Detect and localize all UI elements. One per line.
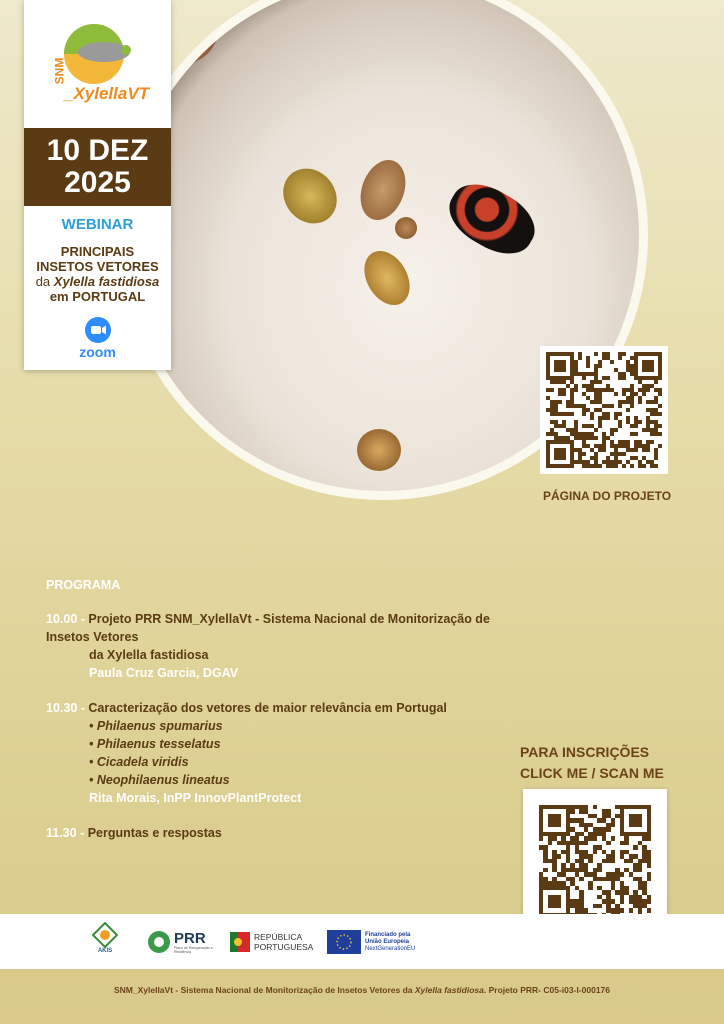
webinar-label: WEBINAR	[61, 216, 134, 233]
insect-green	[272, 158, 348, 235]
item-title-cont: da Xylella fastidiosa	[89, 648, 209, 662]
vector-bullet: • Neophilaenus lineatus	[89, 773, 230, 787]
event-date	[24, 128, 171, 206]
date-year: 2025	[64, 166, 131, 199]
program-item	[46, 824, 506, 842]
insect-yellow	[355, 243, 419, 313]
republica-line1: REPÚBLICA	[254, 932, 303, 942]
footer-credit	[0, 985, 724, 995]
republica-flag-icon	[230, 930, 250, 954]
registration-line1: PARA INSCRIÇÕES	[520, 744, 650, 760]
logo-name: _XylellaVT	[64, 84, 150, 103]
eu-logo	[327, 922, 415, 962]
prr-label: PRR	[174, 929, 206, 947]
topic-line2: INSETOS VETORES	[36, 259, 159, 274]
eu-flag-icon	[327, 930, 361, 954]
item-title: Caracterização dos vetores de maior relevância em Portugal	[88, 701, 447, 715]
eu-line2: União Europeia	[365, 938, 410, 945]
vector-bullet: • Cicadela viridis	[89, 755, 189, 769]
prr-sub: Plano de Recuperação e Resiliência	[174, 945, 213, 954]
footer-prefix: SNM_XylellaVt - Sistema Nacional de Monitorização de Insetos Vetores da	[113, 985, 415, 995]
footer-species: Xylella fastidiosa	[414, 985, 484, 995]
item-sep: -	[80, 612, 89, 626]
webinar-topic	[24, 244, 171, 304]
prr-icon	[147, 930, 171, 954]
qr-pattern	[539, 805, 651, 917]
project-qr-code[interactable]	[540, 346, 668, 474]
logo-snm: SNM	[52, 57, 67, 85]
project-page-caption: PÁGINA DO PROJETO	[543, 489, 672, 503]
program-item	[46, 610, 506, 646]
item-title: Projeto PRR SNM_XylellaVt - Sistema Nacional de Monitorização de Insetos Vetores	[46, 612, 490, 644]
insect-red-black	[439, 172, 545, 265]
vector-name: Neophilaenus lineatus	[96, 773, 230, 787]
insect-small	[395, 217, 417, 239]
topic-species: Xylella fastidiosa	[53, 274, 160, 289]
vector-bullet: • Philaenus spumarius	[89, 719, 223, 733]
vector-name: Philaenus tesselatus	[96, 737, 221, 751]
insect-brown	[353, 154, 414, 227]
item-time: 11.30	[46, 826, 77, 840]
item-speaker: Paula Cruz Garcia, DGAV	[89, 666, 239, 680]
vector-bullet: • Philaenus tesselatus	[89, 737, 221, 751]
item-sep: -	[80, 826, 88, 840]
republica-logo	[230, 922, 313, 962]
akis-logo	[92, 922, 118, 962]
event-card	[24, 0, 171, 370]
zoom-label: zoom	[79, 344, 116, 360]
eu-line1: Financiado pela	[365, 931, 411, 938]
topic-line4: em PORTUGAL	[49, 289, 146, 304]
eu-line3: NextGenerationEU	[365, 945, 416, 952]
footer-suffix: . Projeto PRR- C05-i03-I-000176	[483, 985, 611, 995]
program-title: PROGRAMA	[46, 578, 121, 592]
akis-label: AKIS	[97, 948, 113, 954]
akis-icon	[92, 922, 118, 948]
topic-line1: PRINCIPAIS	[60, 244, 135, 259]
registration-callout	[520, 742, 690, 784]
xylella-logo-icon	[24, 0, 171, 128]
item-speaker: Rita Morais, InPP InnovPlantProtect	[89, 791, 302, 805]
qr-pattern	[546, 352, 662, 468]
date-day-month: 10 DEZ	[46, 134, 149, 167]
republica-line2: PORTUGUESA	[254, 942, 314, 952]
registration-qr-code[interactable]	[523, 789, 667, 933]
insect-bottom	[357, 429, 401, 471]
item-time: 10.00	[46, 612, 78, 626]
vector-name: Cicadela viridis	[96, 755, 189, 769]
program-section	[46, 578, 506, 842]
prr-logo	[147, 922, 214, 962]
logo-area	[24, 0, 171, 128]
topic-prefix: da	[35, 274, 54, 289]
registration-line2[interactable]: CLICK ME / SCAN ME	[520, 765, 664, 781]
vector-name: Philaenus spumarius	[96, 719, 223, 733]
item-time: 10.30	[46, 701, 78, 715]
zoom-logo	[24, 316, 171, 360]
item-sep: -	[80, 701, 89, 715]
item-title: Perguntas e respostas	[87, 826, 222, 840]
topic-line3	[24, 274, 171, 289]
zoom-icon	[84, 316, 112, 344]
program-item	[46, 699, 506, 717]
